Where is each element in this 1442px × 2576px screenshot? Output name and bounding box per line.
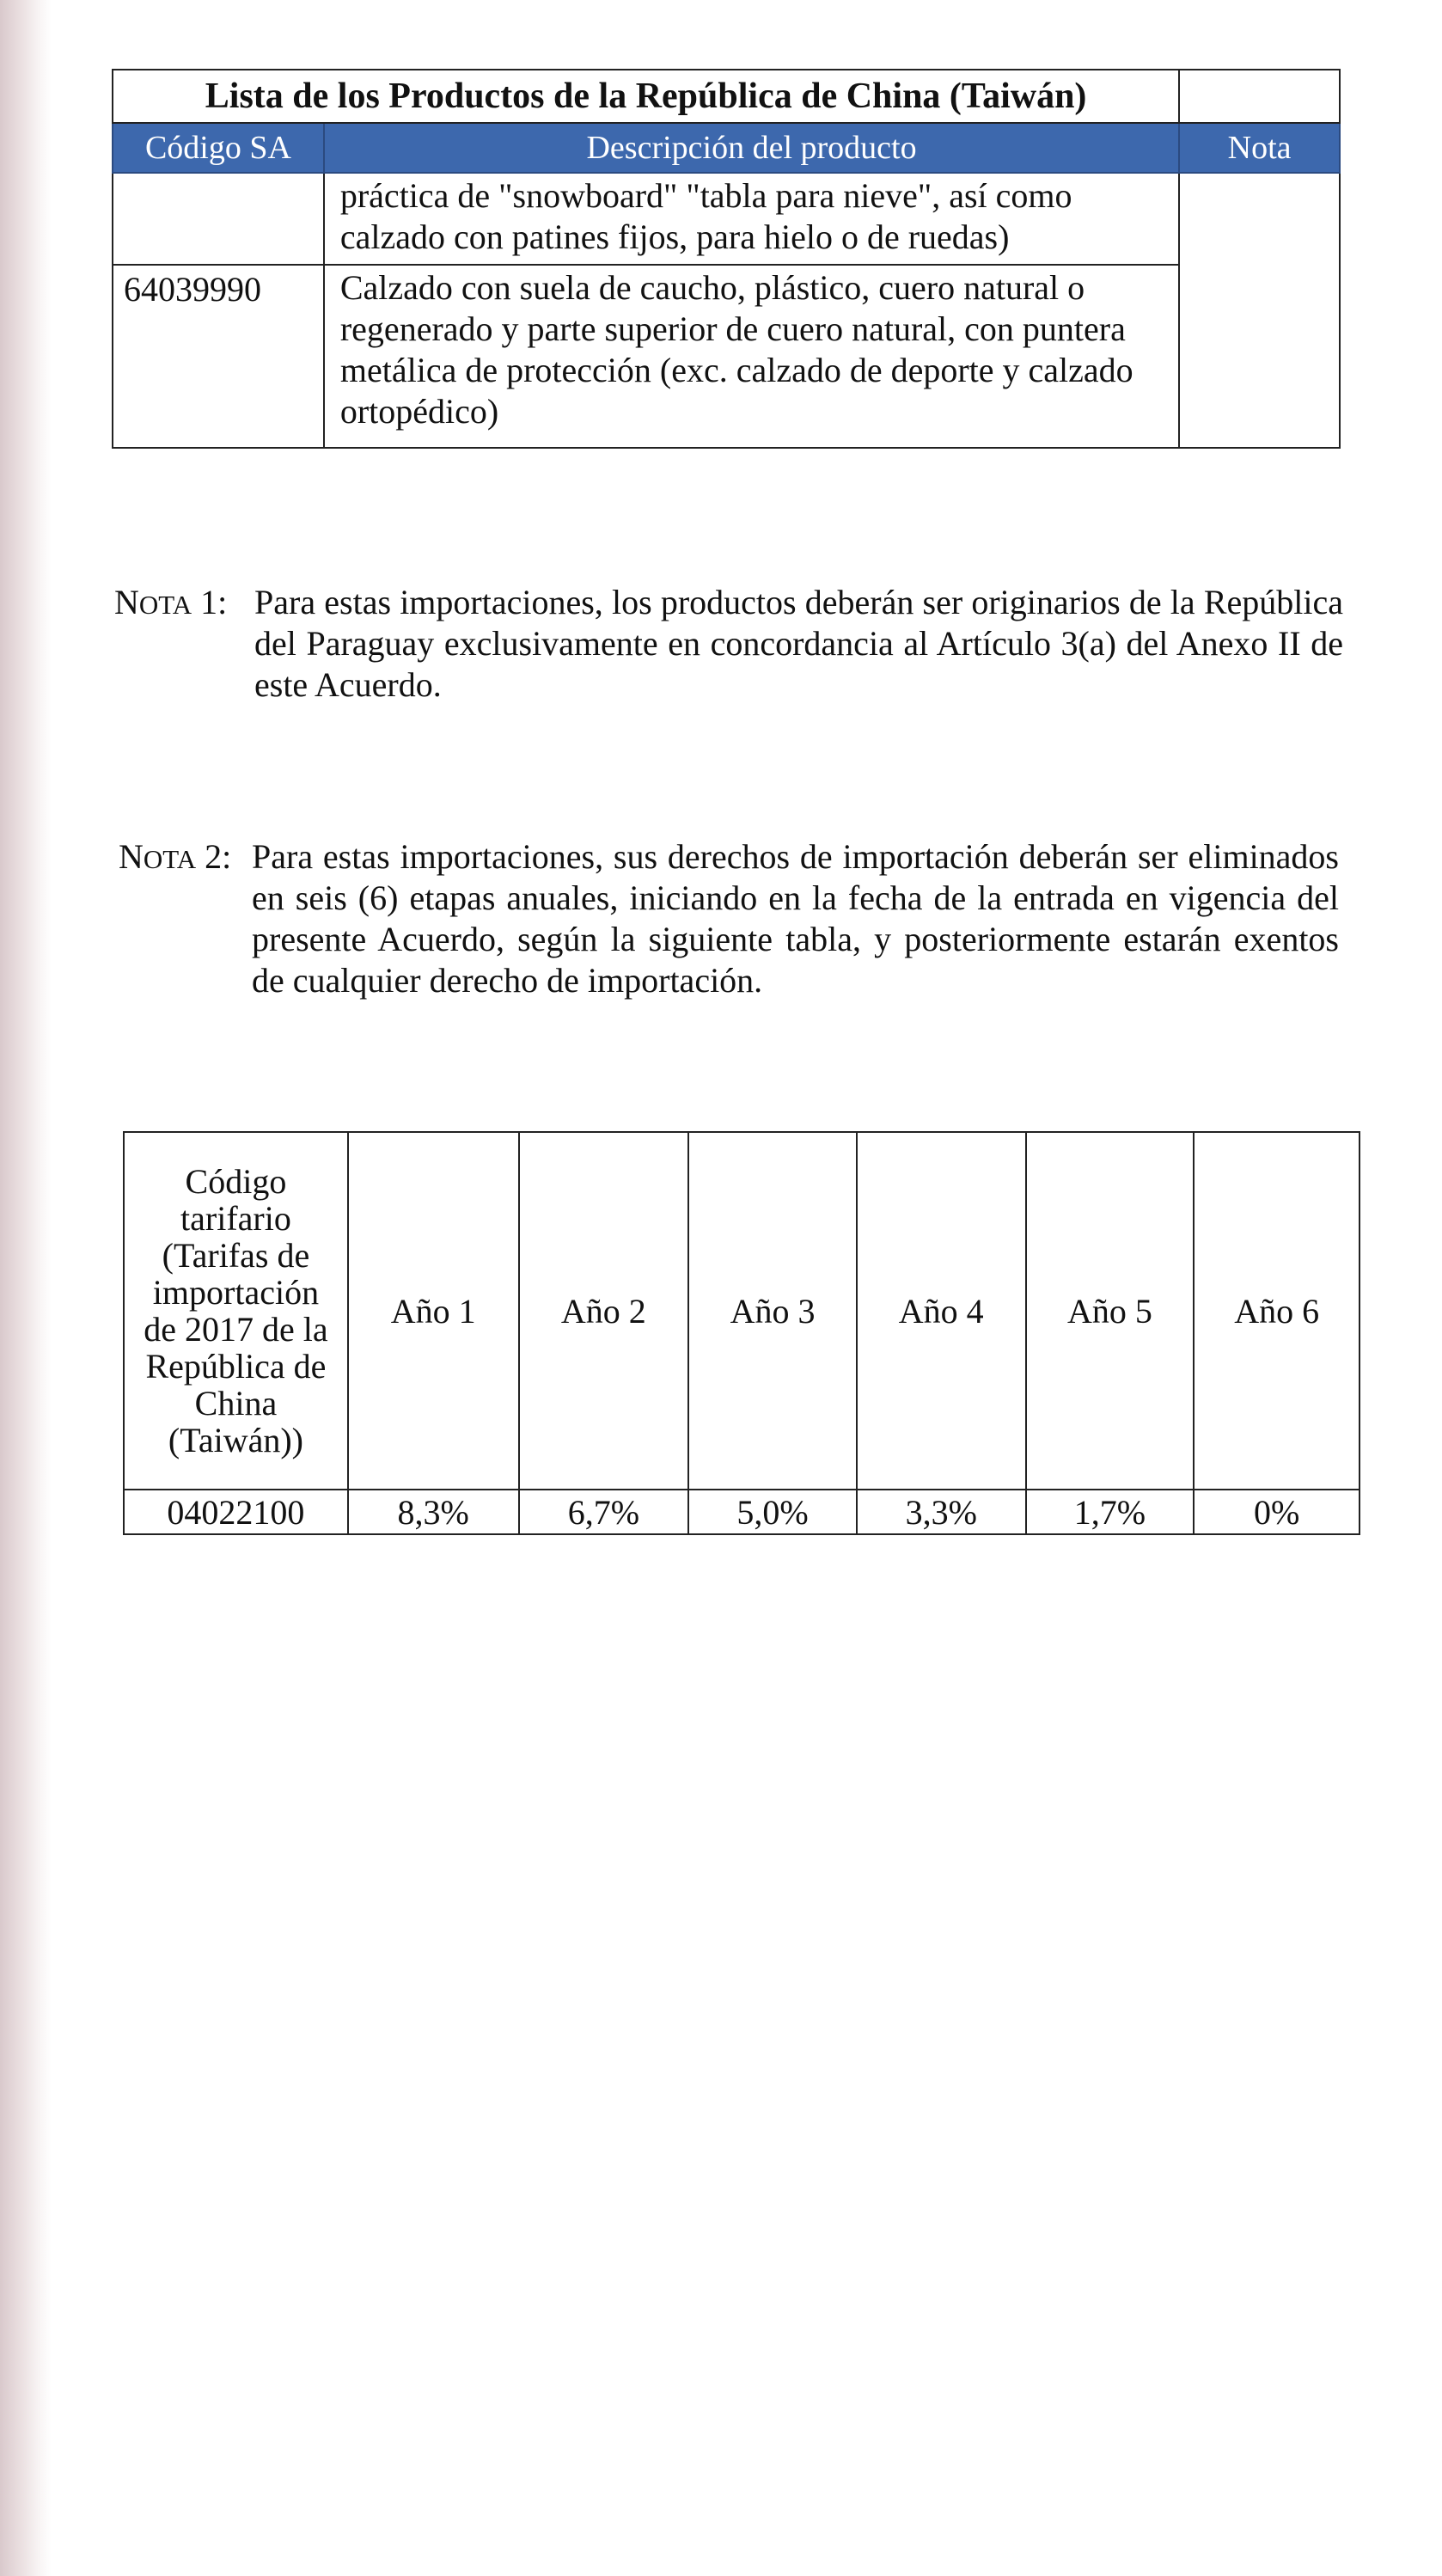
rate-year-5: 1,7% — [1026, 1490, 1195, 1534]
header-year-4: Año 4 — [857, 1132, 1026, 1490]
note-2 — [119, 836, 1339, 1008]
rate-year-2: 6,7% — [519, 1490, 689, 1534]
products-table-title: Lista de los Productos de la República de China (Taiwán) — [113, 70, 1179, 123]
note-label: NOTA 1: — [114, 583, 228, 621]
rate-year-4: 3,3% — [857, 1490, 1026, 1534]
header-description: Descripción del producto — [324, 123, 1179, 173]
note-1 — [114, 582, 1343, 711]
products-table — [112, 69, 1341, 449]
scan-page-edge-shadow — [0, 0, 52, 2576]
note-text: Para estas importaciones, sus derechos de importación deberán ser eliminados en seis (6) etapas anuales, iniciando en la fecha de la entrada en vigencia del presente Acuerdo, según la siguiente tabla, y posteriormente estarán exentos de cualquier derecho de importación. — [252, 837, 1339, 1000]
header-year-1: Año 1 — [348, 1132, 519, 1490]
rate-year-1: 8,3% — [348, 1490, 519, 1534]
header-year-3: Año 3 — [688, 1132, 857, 1490]
row-description: práctica de "snowboard" "tabla para nieve", así como calzado con patines fijos, para hielo o de ruedas) — [324, 173, 1179, 265]
header-code: Código SA — [113, 123, 324, 173]
tariff-code: 04022100 — [124, 1490, 348, 1534]
rate-year-3: 5,0% — [688, 1490, 857, 1534]
tariff-header-row — [124, 1132, 1360, 1490]
row-note — [1179, 173, 1340, 448]
header-note: Nota — [1179, 123, 1340, 173]
header-year-2: Año 2 — [519, 1132, 689, 1490]
products-table-header — [113, 123, 1340, 173]
rate-year-6: 0% — [1194, 1490, 1360, 1534]
title-empty-cell — [1179, 70, 1340, 123]
tariff-table — [123, 1131, 1360, 1535]
note-label: NOTA 2: — [119, 837, 232, 876]
table-row — [113, 173, 1340, 265]
row-code — [113, 173, 324, 265]
header-year-6: Año 6 — [1194, 1132, 1360, 1490]
note-text: Para estas importaciones, los productos deberán ser originarios de la República del Paraguay exclusivamente en concordancia al Artículo 3(a) del Anexo II de este Acuerdo. — [254, 583, 1343, 704]
row-description: Calzado con suela de caucho, plástico, cuero natural o regenerado y parte superior de cuero natural, con puntera metálica de protección (exc. calzado de deporte y calzado ortopédico) — [324, 265, 1179, 448]
row-code: 64039990 — [113, 265, 324, 448]
table-row — [124, 1490, 1360, 1534]
header-year-5: Año 5 — [1026, 1132, 1195, 1490]
table-row — [113, 265, 1340, 448]
header-tariff-code: Código tarifario (Tarifas de importación de 2017 de la República de China (Taiwán)) — [124, 1132, 348, 1490]
